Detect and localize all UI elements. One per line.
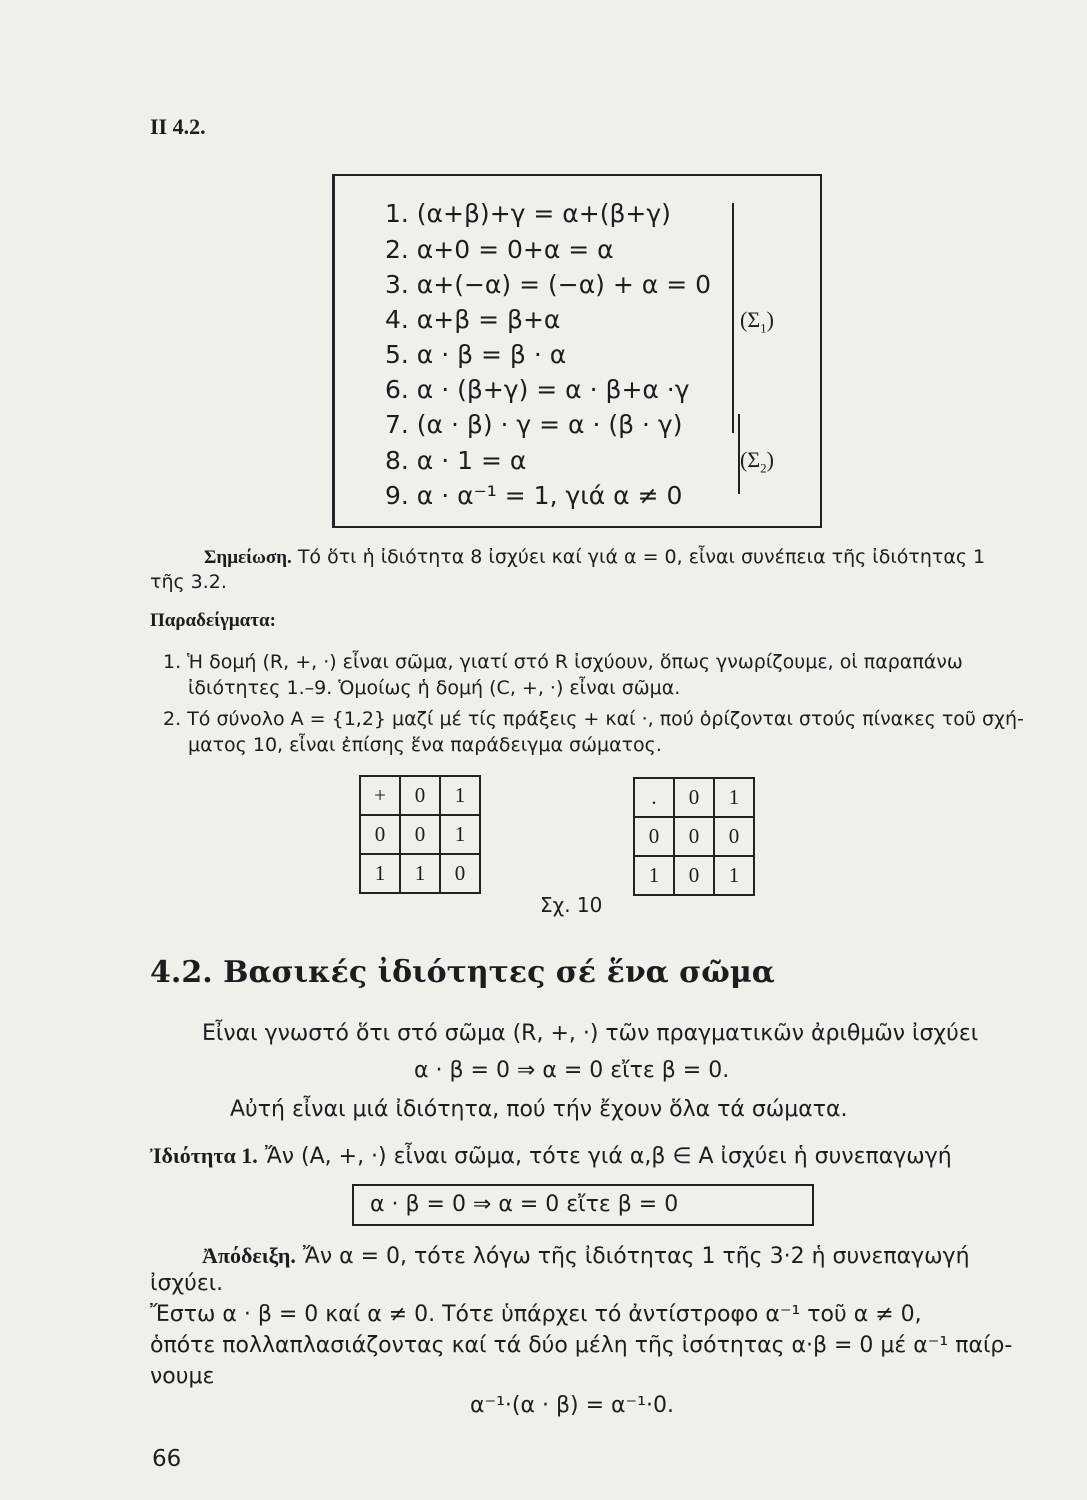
addition-table — [359, 775, 481, 894]
add-cell: 1 — [360, 854, 400, 893]
note-label: Σημείωση. — [204, 547, 292, 568]
example-2-line-1: 2. Τό σύνολο A = {1,2} μαζί μέ τίς πράξεις + καί ·, πού ὁρίζονται στούς πίνακες τοῦ σχή- — [163, 708, 1024, 730]
figure-caption: Σχ. 10 — [540, 893, 603, 917]
example-2-line-2: ματος 10, εἶναι ἐπίσης ἕνα παράδειγμα σώματος. — [188, 734, 662, 756]
property1-statement — [150, 1143, 952, 1169]
mul-cell: 0 — [674, 778, 714, 817]
examples-title: Παραδείγματα: — [150, 610, 276, 631]
proof-line-4: ὁπότε πολλαπλασιάζοντας καί τά δύο μέλη τῆς ἰσότητας α·β = 0 μέ α⁻¹ παίρ- — [150, 1333, 1013, 1358]
example-1-line-2: ἰδιότητες 1.–9. Ὁμοίως ἡ δομή (C, +, ·) εἶναι σῶμα. — [188, 677, 681, 699]
section-title: 4.2. Βασικές ἰδιότητες σέ ἕνα σῶμα — [150, 955, 775, 990]
mul-cell: 0 — [634, 817, 674, 856]
property-7: 7. (α · β) · γ = α · (β · γ) — [385, 410, 683, 439]
example-1-line-1: 1. Ἡ δομή (R, +, ·) εἶναι σῶμα, γιατί στό R ἰσχύουν, ὅπως γνωρίζουμε, οἱ παραπάνω — [163, 651, 963, 673]
mul-cell: 0 — [714, 817, 754, 856]
property-2: 2. α+0 = 0+α = α — [385, 235, 614, 264]
sigma2-label: $(\Sigma_2)$ — [740, 447, 774, 476]
property-8: 8. α · 1 = α — [385, 446, 527, 475]
proof-line-2: ἰσχύει. — [150, 1271, 224, 1296]
page-header: ΙΙ 4.2. — [150, 114, 206, 139]
add-cell: + — [360, 776, 400, 815]
add-cell: 0 — [440, 854, 480, 893]
property1-text: Ἄν (A, +, ·) εἶναι σῶμα, τότε γιά α,β ∈ A ἰσχύει ἡ συνεπαγωγή — [264, 1144, 952, 1169]
mul-cell: 1 — [714, 778, 754, 817]
proof-line-1 — [202, 1243, 970, 1269]
mul-cell: 1 — [714, 856, 754, 895]
note-line-2: τῆς 3.2. — [150, 571, 227, 593]
sigma1-brace — [724, 203, 734, 433]
property1-label: Ἰδιότητα 1. — [150, 1143, 258, 1168]
page-number: 66 — [152, 1446, 182, 1472]
mul-cell: 1 — [634, 856, 674, 895]
mul-cell: . — [634, 778, 674, 817]
note-line-1 — [204, 546, 985, 569]
intro-line-1: Εἶναι γνωστό ὅτι στό σῶμα (R, +, ·) τῶν πραγματικῶν ἀριθμῶν ἰσχύει — [202, 1021, 979, 1046]
add-cell: 1 — [440, 815, 480, 854]
multiplication-table — [633, 777, 755, 896]
proof-formula: α⁻¹·(α · β) = α⁻¹·0. — [470, 1393, 674, 1418]
add-cell: 1 — [400, 854, 440, 893]
proof-text-1: Ἄν α = 0, τότε λόγω τῆς ἰδιότητας 1 τῆς 3·2 ἡ συνεπαγωγή — [302, 1244, 970, 1269]
add-cell: 1 — [440, 776, 480, 815]
mul-cell: 0 — [674, 817, 714, 856]
property-5: 5. α · β = β · α — [385, 340, 567, 369]
property-4: 4. α+β = β+α — [385, 305, 561, 334]
sigma2-brace — [730, 414, 740, 494]
property-6: 6. α · (β+γ) = α · β+α ·γ — [385, 375, 690, 404]
property-3: 3. α+(−α) = (−α) + α = 0 — [385, 270, 712, 299]
proof-line-5: νουμε — [150, 1364, 215, 1389]
mul-cell: 0 — [674, 856, 714, 895]
property-1: 1. (α+β)+γ = α+(β+γ) — [385, 199, 671, 228]
property-9: 9. α · α⁻¹ = 1, γιά α ≠ 0 — [385, 481, 683, 510]
note-text: Τό ὅτι ἡ ἰδιότητα 8 ἰσχύει καί γιά α = 0, εἶναι συνέπεια τῆς ἰδιότητας 1 — [297, 546, 986, 568]
add-cell: 0 — [400, 776, 440, 815]
proof-label: Ἀπόδειξη. — [202, 1243, 296, 1268]
implication-formula: α · β = 0 ⇒ α = 0 εἴτε β = 0 — [370, 1192, 679, 1217]
add-cell: 0 — [400, 815, 440, 854]
intro-line-2: Αὐτή εἶναι μιά ἰδιότητα, πού τήν ἔχουν ὅλα τά σώματα. — [230, 1097, 848, 1122]
proof-line-3: Ἔστω α · β = 0 καί α ≠ 0. Τότε ὑπάρχει τό ἀντίστροφο α⁻¹ τοῦ α ≠ 0, — [150, 1302, 922, 1327]
sigma1-label: $(\Sigma_1)$ — [740, 307, 774, 336]
intro-formula: α · β = 0 ⇒ α = 0 εἴτε β = 0. — [414, 1058, 730, 1083]
add-cell: 0 — [360, 815, 400, 854]
